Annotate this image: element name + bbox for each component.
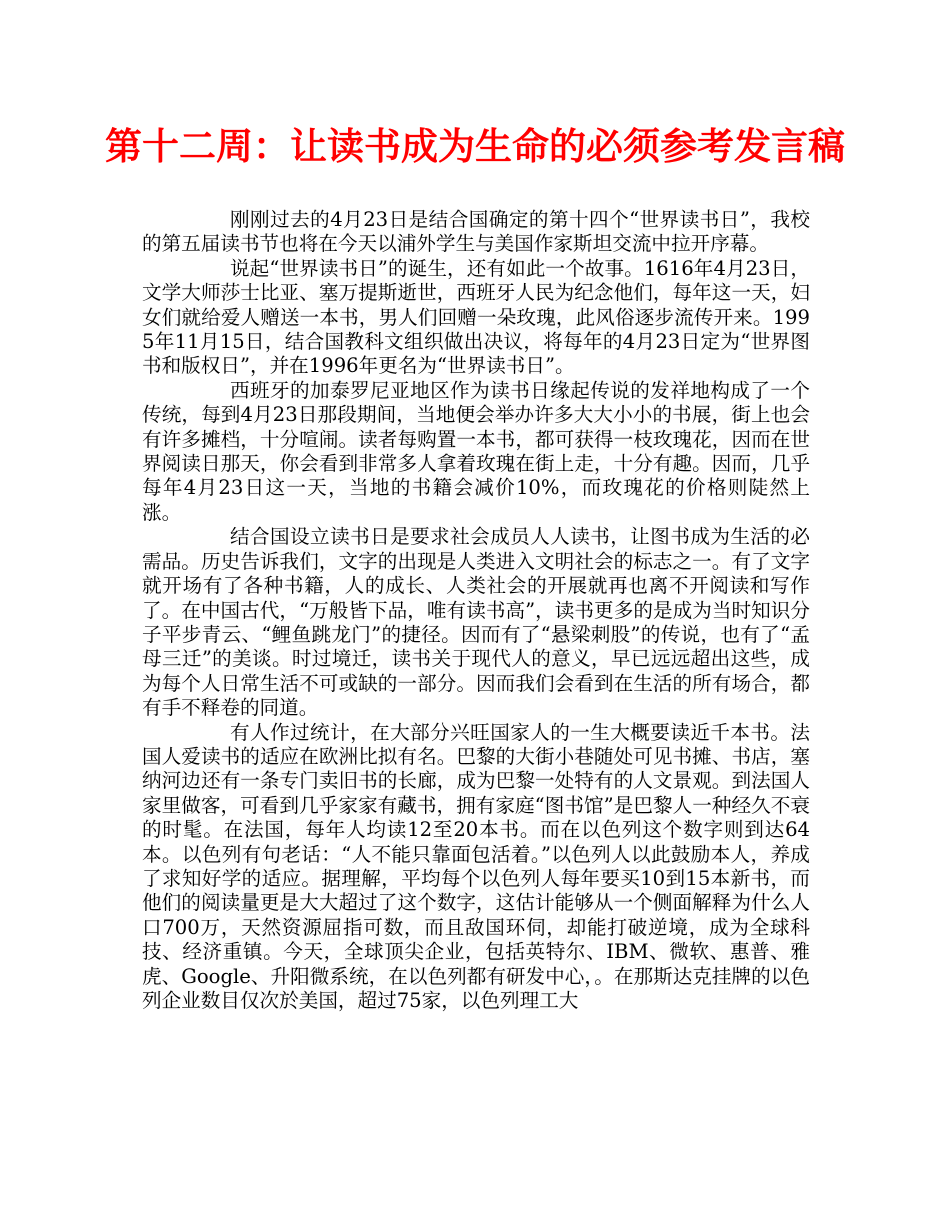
paragraph-5: 有人作过统计，在大部分兴旺国家人的一生大概要读近千本书。法国人爱读书的适应在欧洲比拟有名。巴黎的大街小巷随处可见书摊、书店，塞纳河边还有一条专门卖旧书的长廊，成为巴黎一处特有的人文景观。到法国人家里做客，可看到几乎家家有藏书，拥有家庭“图书馆”是巴黎人一种经久不衰的时髦。在法国，每年人均读12至20本书。而在以色列这个数字则到达64本。以色列有句老话：“人不能只靠面包活着。”以色列人以此鼓励本人，养成了求知好学的适应。据理解，平均每个以色列人每年要买10到15本新书，而他们的阅读量更是大大超过了这个数字，这估计能够从一个侧面解释为什么人口700万，天然资源屈指可数，而且敌国环伺，却能打破逆境，成为全球科技、经济重镇。今天，全球顶尖企业，包括英特尔、IBM、微软、惠普、雅虎、Google、升阳微系统，在以色列都有研发中心，。在那斯达克挂牌的以色列企业数目仅次於美国，超过75家，以色列理工大 bbox=[142, 720, 810, 1012]
paragraph-1: 刚刚过去的4月23日是结合国确定的第十四个“世界读书日”，我校的第五届读书节也将在今天以浦外学生与美国作家斯坦交流中拉开序幕。 bbox=[142, 208, 810, 256]
paragraph-3: 西班牙的加泰罗尼亚地区作为读书日缘起传说的发祥地构成了一个传统，每到4月23日那段期间，当地便会举办许多大大小小的书展，街上也会有许多摊档，十分喧闹。读者每购置一本书，都可获得一枝玫瑰花，因而在世界阅读日那天，你会看到非常多人拿着玫瑰在街上走，十分有趣。因而，几乎每年4月23日这一天，当地的书籍会减价10%，而玫瑰花的价格则陡然上涨。 bbox=[142, 378, 810, 524]
paragraph-4: 结合国设立读书日是要求社会成员人人读书，让图书成为生活的必需品。历史告诉我们，文字的出现是人类进入文明社会的标志之一。有了文字就开场有了各种书籍，人的成长、人类社会的开展就再也离不开阅读和写作了。在中国古代，“万般皆下品，唯有读书高”，读书更多的是成为当时知识分子平步青云、“鲤鱼跳龙门”的捷径。因而有了“悬梁刺股”的传说，也有了“孟母三迁”的美谈。时过境迁，读书关于现代人的意义，早已远远超出这些，成为每个人日常生活不可或缺的一部分。因而我们会看到在生活的所有场合，都有手不释卷的同道。 bbox=[142, 525, 810, 720]
document-title: 第十二周：让读书成为生命的必须参考发言稿 bbox=[105, 125, 845, 168]
document-body bbox=[142, 208, 810, 1013]
paragraph-2: 说起“世界读书日”的诞生，还有如此一个故事。1616年4月23日，文学大师莎士比亚、塞万提斯逝世，西班牙人民为纪念他们，每年这一天，妇女们就给爱人赠送一本书，男人们回赠一朵玫瑰，此风俗逐步流传开来。1995年11月15日，结合国教科文组织做出决议，将每年的4月23日定为“世界图书和版权日”，并在1996年更名为“世界读书日”。 bbox=[142, 256, 810, 378]
